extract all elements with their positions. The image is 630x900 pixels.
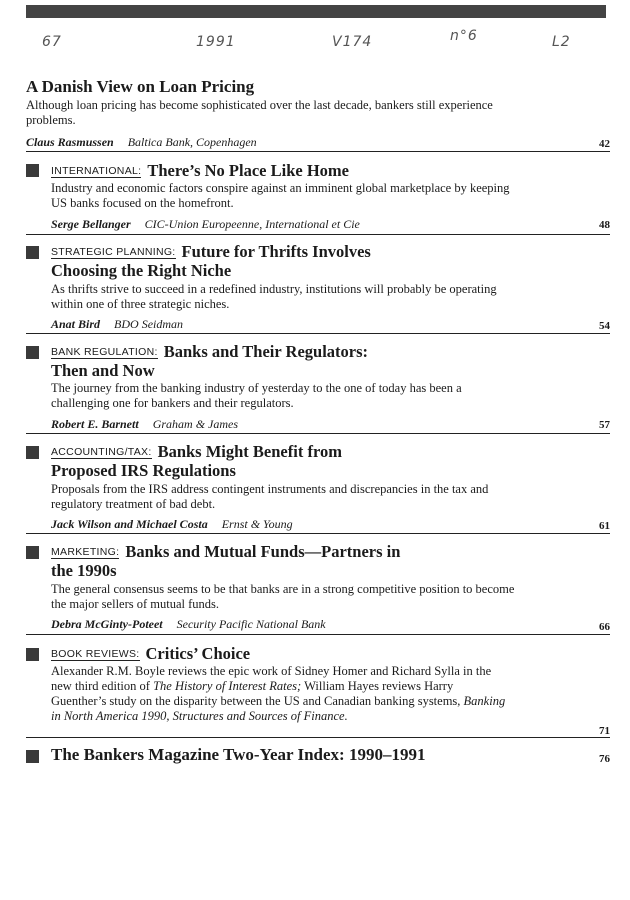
section-label: ACCOUNTING/TAX: bbox=[51, 446, 152, 458]
article-title: ACCOUNTING/TAX: Banks Might Benefit from bbox=[51, 442, 342, 461]
divider bbox=[26, 433, 610, 434]
handwritten-note: L2 bbox=[552, 34, 571, 50]
author: Serge Bellanger bbox=[51, 217, 131, 231]
bullet-square-icon bbox=[26, 446, 39, 459]
affiliation: Graham & James bbox=[152, 417, 239, 431]
article-description: The general consensus seems to be that banks are in a strong competitive position to become the major sellers of mutual funds. bbox=[51, 582, 515, 611]
divider bbox=[26, 533, 610, 534]
handwritten-note: V174 bbox=[332, 34, 373, 50]
toc-entry bbox=[26, 744, 610, 768]
affiliation: Baltica Bank, Copenhagen bbox=[127, 135, 257, 149]
byline bbox=[51, 217, 360, 232]
author: Jack Wilson and Michael Costa bbox=[51, 517, 208, 531]
article-title: BOOK REVIEWS: Critics’ Choice bbox=[51, 644, 251, 663]
author: Claus Rasmussen bbox=[26, 135, 114, 149]
header-bar bbox=[26, 5, 606, 18]
affiliation: BDO Seidman bbox=[114, 317, 184, 331]
article-title: MARKETING: Banks and Mutual Funds—Partners in bbox=[51, 542, 401, 561]
article-description: Although loan pricing has become sophisticated over the last decade, bankers still experience problems. bbox=[26, 98, 493, 127]
article-description: The journey from the banking industry of yesterday to the one of today has been a challenging one for bankers and their regulators. bbox=[51, 381, 462, 410]
toc-entry bbox=[26, 241, 610, 334]
article-title: INTERNATIONAL: There’s No Place Like Home bbox=[51, 161, 349, 180]
bullet-square-icon bbox=[26, 164, 39, 177]
page-number: 71 bbox=[599, 725, 610, 737]
article-description: As thrifts strive to succeed in a redefined industry, institutions will probably be operating within one of three strategic niches. bbox=[51, 282, 497, 311]
bullet-square-icon bbox=[26, 346, 39, 359]
toc-entry bbox=[26, 541, 610, 635]
bullet-square-icon bbox=[26, 546, 39, 559]
article-title: STRATEGIC PLANNING: Future for Thrifts Involves bbox=[51, 242, 371, 261]
section-label: STRATEGIC PLANNING: bbox=[51, 246, 176, 258]
section-label: INTERNATIONAL: bbox=[51, 165, 142, 177]
handwritten-note: n°6 bbox=[450, 28, 478, 44]
article-title-line2: Then and Now bbox=[51, 361, 155, 380]
page-number: 42 bbox=[599, 138, 610, 150]
toc-entry bbox=[26, 441, 610, 534]
article-description: Proposals from the IRS address contingent instruments and discrepancies in the tax and regulatory treatment of bad debt. bbox=[51, 482, 489, 511]
page-number: 61 bbox=[599, 520, 610, 532]
toc-entry bbox=[26, 160, 610, 235]
article-title: The Bankers Magazine Two-Year Index: 1990–1991 bbox=[51, 745, 426, 764]
article-title-line2: Proposed IRS Regulations bbox=[51, 461, 236, 480]
handwritten-note: 1991 bbox=[196, 34, 236, 50]
toc-entry bbox=[26, 341, 610, 434]
toc-entry bbox=[26, 76, 610, 152]
divider bbox=[26, 151, 610, 152]
author: Debra McGinty-Poteet bbox=[51, 617, 163, 631]
divider bbox=[26, 634, 610, 635]
article-title: BANK REGULATION: Banks and Their Regulators: bbox=[51, 342, 369, 361]
section-label: MARKETING: bbox=[51, 546, 120, 558]
toc-entry bbox=[26, 643, 610, 738]
page-number: 57 bbox=[599, 419, 610, 431]
author: Robert E. Barnett bbox=[51, 417, 139, 431]
affiliation: Ernst & Young bbox=[221, 517, 293, 531]
handwritten-note: 67 bbox=[42, 34, 62, 50]
page-number: 48 bbox=[599, 219, 610, 231]
article-title-line2: Choosing the Right Niche bbox=[51, 261, 232, 280]
affiliation: Security Pacific National Bank bbox=[176, 617, 326, 631]
article-description: Alexander R.M. Boyle reviews the epic work of Sidney Homer and Richard Sylla in the new third edition of The History of Interest Rates; William Hayes reviews Harry Guenther’s study on the disparity between the US and Canadian banking systems, Banking in North America 1990, Structures and Sources of Finance. bbox=[51, 664, 506, 723]
byline bbox=[51, 617, 326, 632]
handwritten-notes bbox=[26, 28, 606, 58]
affiliation: CIC-Union Europeenne, International et Cie bbox=[144, 217, 360, 231]
divider bbox=[26, 737, 610, 738]
bullet-square-icon bbox=[26, 246, 39, 259]
article-title: A Danish View on Loan Pricing bbox=[26, 77, 255, 96]
article-description: Industry and economic factors conspire against an imminent global marketplace by keeping US banks focused on the homefront. bbox=[51, 181, 510, 210]
section-label: BOOK REVIEWS: bbox=[51, 648, 140, 660]
byline bbox=[51, 317, 183, 332]
bullet-square-icon bbox=[26, 750, 39, 763]
divider bbox=[26, 234, 610, 235]
byline bbox=[51, 517, 293, 532]
bullet-square-icon bbox=[26, 648, 39, 661]
byline bbox=[26, 135, 257, 150]
divider bbox=[26, 333, 610, 334]
page-number: 76 bbox=[599, 753, 610, 765]
author: Anat Bird bbox=[51, 317, 101, 331]
page-number: 66 bbox=[599, 621, 610, 633]
section-label: BANK REGULATION: bbox=[51, 346, 158, 358]
byline bbox=[51, 417, 238, 432]
article-title-line2: the 1990s bbox=[51, 561, 117, 580]
page-number: 54 bbox=[599, 320, 610, 332]
